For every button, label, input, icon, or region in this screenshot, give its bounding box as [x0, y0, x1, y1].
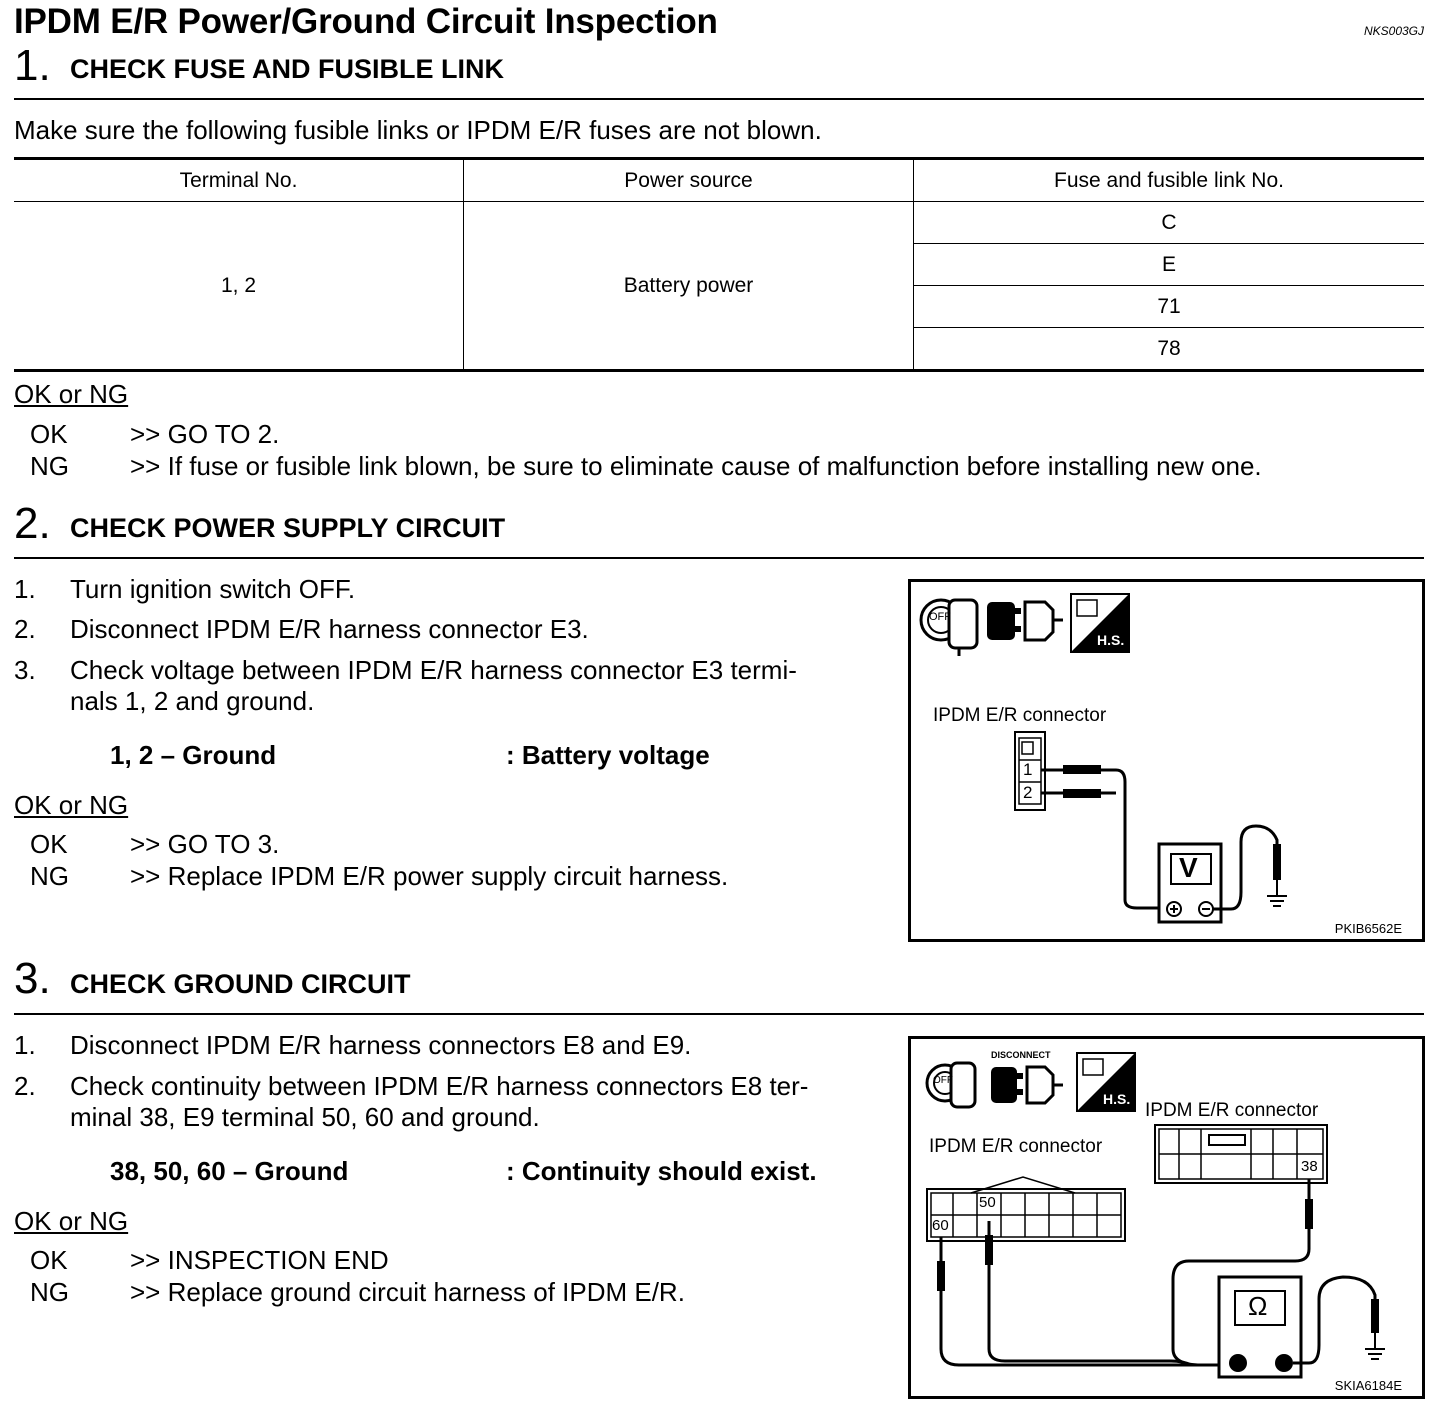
pin-label-60: 60: [932, 1217, 949, 1234]
ohmmeter-symbol: Ω: [1248, 1291, 1268, 1321]
connector-e9: [927, 1177, 1125, 1241]
step3-divider: [14, 1013, 1424, 1015]
step3-item-num: 2.: [14, 1071, 36, 1101]
step2-item-text: Disconnect IPDM E/R harness connector E3.: [70, 614, 589, 644]
step2-item-num: 1.: [14, 574, 36, 604]
step2-spec-right: : Battery voltage: [506, 740, 710, 770]
step3-spec-right: : Continuity should exist.: [506, 1156, 817, 1186]
step1-instruction: Make sure the following fusible links or IPDM E/R fuses are not blown.: [14, 115, 822, 145]
step2-divider: [14, 557, 1424, 559]
cell-fuse: 78: [914, 328, 1425, 371]
step1-ok-label: OK: [30, 419, 68, 449]
step3-number: 3.: [14, 954, 51, 1003]
connector-label-left: IPDM E/R connector: [929, 1136, 1103, 1157]
step2-item-num: 2.: [14, 614, 36, 644]
hs-label: H.S.: [1097, 632, 1125, 648]
step1-ng-text: >> If fuse or fusible link blown, be sure to eliminate cause of malfunction before installing new one.: [130, 451, 1262, 481]
step3-title: CHECK GROUND CIRCUIT: [70, 969, 411, 999]
cell-terminal: 1, 2: [14, 202, 464, 371]
disconnect-icon: [991, 1067, 1063, 1103]
connector-label-right: IPDM E/R connector: [1145, 1100, 1319, 1121]
voltage-check-diagram: [911, 582, 1422, 939]
header-terminal: Terminal No.: [14, 159, 464, 202]
step1-ng-label: NG: [30, 451, 69, 481]
connector-label: IPDM E/R connector: [933, 705, 1107, 726]
step2-okng: OK or NG: [14, 790, 129, 820]
page-title: IPDM E/R Power/Ground Circuit Inspection: [14, 2, 718, 41]
step2-item-num: 3.: [14, 655, 36, 685]
step2-title: CHECK POWER SUPPLY CIRCUIT: [70, 513, 506, 543]
pin-label-50: 50: [979, 1194, 996, 1211]
off-label: OFF: [933, 1075, 953, 1086]
figure-code: PKIB6562E: [1334, 921, 1402, 936]
continuity-check-diagram: [911, 1039, 1422, 1396]
step2-item-text: Check voltage between IPDM E/R harness connector E3 termi-: [70, 655, 797, 685]
step3-okng: OK or NG: [14, 1206, 129, 1236]
header-power-source: Power source: [464, 159, 914, 202]
step3-ok-text: >> INSPECTION END: [130, 1245, 389, 1275]
hs-label: H.S.: [1103, 1091, 1131, 1107]
voltage-check-figure: [908, 579, 1425, 942]
header-fuse: Fuse and fusible link No.: [914, 159, 1425, 202]
off-label: OFF: [929, 611, 951, 623]
pin-label-38: 38: [1301, 1158, 1318, 1175]
step1-number: 1.: [14, 41, 51, 90]
step2-item-text: Turn ignition switch OFF.: [70, 574, 356, 604]
step1-okng: OK or NG: [14, 379, 129, 409]
step2-item-text-cont: nals 1, 2 and ground.: [70, 686, 315, 716]
cell-fuse: E: [914, 244, 1425, 286]
fuse-table: [14, 157, 1424, 372]
pin-label-2: 2: [1023, 783, 1033, 802]
step3-item-text: Disconnect IPDM E/R harness connectors E8 and E9.: [70, 1030, 692, 1060]
step3-item-num: 1.: [14, 1030, 36, 1060]
cell-fuse: C: [914, 202, 1425, 244]
step2-spec-left: 1, 2 – Ground: [110, 740, 277, 770]
pin-label-1: 1: [1023, 760, 1033, 779]
continuity-check-figure: [908, 1036, 1425, 1399]
step2-ng-label: NG: [30, 861, 69, 891]
step1-ok-text: >> GO TO 2.: [130, 419, 280, 449]
figure-code: SKIA6184E: [1334, 1378, 1402, 1393]
step3-ok-label: OK: [30, 1245, 68, 1275]
step3-ng-label: NG: [30, 1277, 69, 1307]
step3-item-text: Check continuity between IPDM E/R harness connectors E8 ter-: [70, 1071, 809, 1101]
cell-fuse: 71: [914, 286, 1425, 328]
ignition-off-icon: [921, 600, 977, 656]
disconnect-label: DISCONNECT: [991, 1050, 1051, 1060]
cell-power-source: Battery power: [464, 202, 914, 371]
step2-ng-text: >> Replace IPDM E/R power supply circuit harness.: [130, 861, 729, 891]
doc-id: NKS003GJ: [1363, 24, 1424, 38]
voltmeter-symbol: V: [1179, 852, 1198, 883]
step3-ng-text: >> Replace ground circuit harness of IPDM E/R.: [130, 1277, 685, 1307]
step2-ok-text: >> GO TO 3.: [130, 829, 280, 859]
step1-divider: [14, 98, 1424, 100]
step3-item-text-cont: minal 38, E9 terminal 50, 60 and ground.: [70, 1102, 540, 1132]
step3-spec-left: 38, 50, 60 – Ground: [110, 1156, 349, 1186]
disconnect-icon: [987, 602, 1063, 640]
step1-title: CHECK FUSE AND FUSIBLE LINK: [70, 54, 505, 84]
step2-ok-label: OK: [30, 829, 68, 859]
step2-number: 2.: [14, 499, 51, 548]
